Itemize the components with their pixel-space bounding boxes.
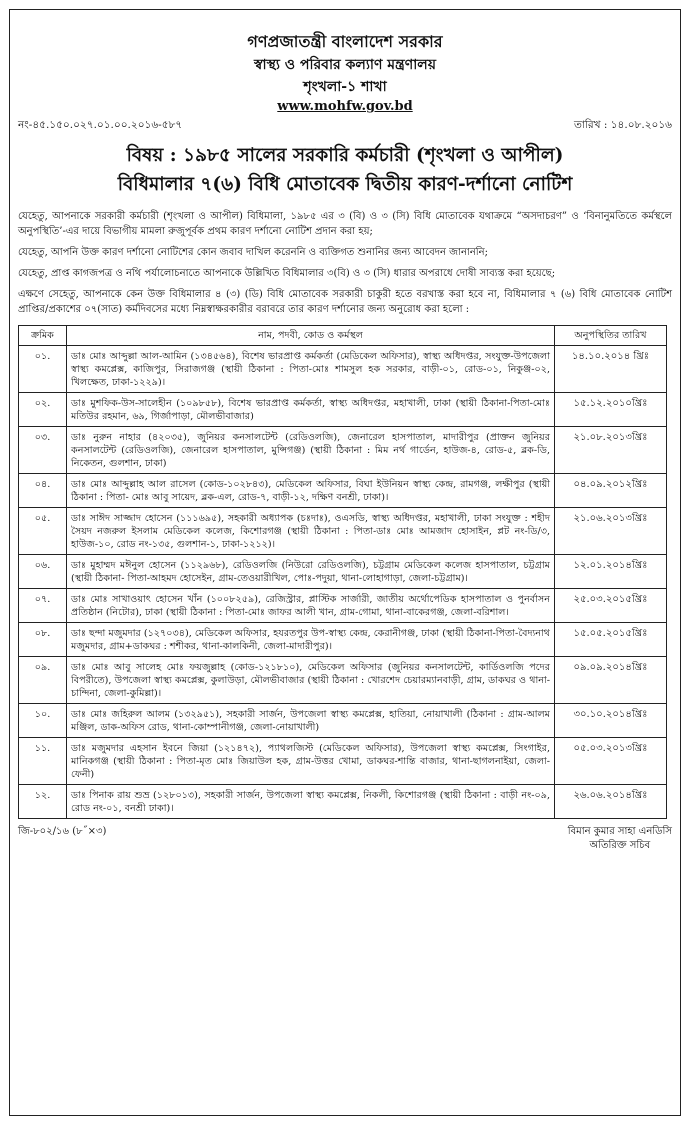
- row-absence-date: ০৪.০৯.২০১২খ্রিঃ: [555, 474, 667, 508]
- row-absence-date: ১৫.১২.২০১০খ্রিঃ: [555, 393, 667, 427]
- row-details: ডাঃ মুশফিক-উস-সালেহীন (১০৯৮৫৮), বিশেষ ভারপ্রাপ্ত কর্মকর্তা, স্বাস্থ্য অধিদপ্তর, মহাখালী, ঢাকা (স্থায়ী ঠিকানা-পিতা-মোঃ মতিউর রহমান, ৬৯, গির্জাপাড়া, মৌলভীবাজার): [67, 393, 555, 427]
- header-absence-date: অনুপস্থিতির তারিখ: [555, 326, 667, 346]
- government-name: গণপ্রজাতন্ত্রী বাংলাদেশ সরকার: [247, 32, 443, 51]
- row-details: ডাঃ মোঃ আব্দুল্লা আল-আমিন (১৩৪৫৬৪), বিশেষ ভারপ্রাপ্ত কর্মকর্তা (মেডিকেল অফিসার), স্বাস্থ্য অধিদপ্তর, সংযুক্ত-উপজেলা স্বাস্থ্য কমপ্লেক্স, কাজিপুর, সিরাজগঞ্জ (স্থায়ী ঠিকানা : পিতা-মোঃ শামসুল হক সরকার, বাড়ী-০১, রোড-০১, নিকুঞ্জ-০২, খিলক্ষেত, ঢাকা-১২২৯)।: [67, 346, 555, 393]
- table-row: [19, 508, 667, 555]
- row-absence-date: ২৬.০৬.২০১৪খ্রিঃ: [555, 785, 667, 819]
- table-row: [19, 589, 667, 623]
- row-serial: ০৫.: [19, 508, 67, 555]
- table-row: [19, 393, 667, 427]
- row-details: ডাঃ পিনাক রায় শুভ্র (১২৮০১৩), সহকারী সার্জন, উপজেলা স্বাস্থ্য কমপ্লেক্স, নিকলী, কিশোরগঞ্জ (স্থায়ী ঠিকানা : বাড়ী নং-০৯, রোড নং-০১, বনশ্রী ঢাকা)।: [67, 785, 555, 819]
- row-details: ডাঃ মোঃ জহিরুল আলম (১৩২৯৫১), সহকারী সার্জন, উপজেলা স্বাস্থ্য কমপ্লেক্স, হাতিয়া, নোয়াখালী (ঠিকানা : গ্রাম-আলম মঞ্জিল, ডাক-অফিস রোড, থানা-কোম্পানীগঞ্জ, জেলা-নোয়াখালী): [67, 704, 555, 738]
- header-details: নাম, পদবী, কোড ও কর্মস্থল: [67, 326, 555, 346]
- signatory-name: বিমান কুমার সাহা এনডিসি: [567, 826, 672, 837]
- paragraph-4: এক্ষণে সেহেতু, আপনাকে কেন উক্ত বিধিমালার ৪ (৩) (ডি) বিধি মোতাবেক সরকারী চাকুরী হতে বরখাস্ত করা হবে না, বিধিমালার ৭ (৬) বিধি মোতাবেক নোটিশ প্রাপ্তির/প্রকাশের ০৭(সাত) কর্মদিবসের মধ্যে নিম্নস্বাক্ষরকারীর বরাবরে তার কারণ দর্শানোর জন্য অনুরোধ করা হলো :: [18, 289, 672, 315]
- subject-heading: [10, 141, 680, 199]
- row-absence-date: ২১.০৬.২০১৩খ্রিঃ: [555, 508, 667, 555]
- print-code: জি-৮০২/১৬ (৮˝×৩): [18, 826, 107, 837]
- row-details: ডাঃ মজুমদার এহসান ইবনে জিয়া (১২১৪৭২), প্যাথলজিস্ট (মেডিকেল অফিসার), উপজেলা স্বাস্থ্য কমপ্লেক্স, সিংগাইর, মানিকগঞ্জ (স্থায়ী ঠিকানা : পিতা-মৃত মোঃ জিয়াউল হক, গ্রাম-উত্তর খোমা, ডাকঘর-শান্তি বাজার, থানা-ছাগলনাইয়া, জেলা-ফেনী): [67, 738, 555, 785]
- row-absence-date: ২৫.০৩.২০১৫খ্রিঃ: [555, 589, 667, 623]
- table-row: [19, 657, 667, 704]
- row-serial: ১০.: [19, 704, 67, 738]
- header-serial: ক্রমিক: [19, 326, 67, 346]
- row-details: ডাঃ মোঃ সাখাওয়াৎ হোসেন খাঁন (১০০৮২৫৯), রেজিস্ট্রার, প্লাস্টিক সার্জারী, জাতীয় অর্থোপেডিক হাসপাতাল ও পুনর্বাসন প্রতিষ্ঠান (নিটোর), ঢাকা (স্থায়ী ঠিকানা : পিতা-মোঃ জাফর আলী খান, গ্রাম-গোমা, থানা-বাকেরগঞ্জ, জেলা-বরিশাল।: [67, 589, 555, 623]
- table-row: [19, 555, 667, 589]
- footer: [10, 825, 680, 853]
- row-serial: ০১.: [19, 346, 67, 393]
- paragraph-3: যেহেতু, প্রাপ্ত কাগজপত্র ও নথি পর্যালোচনাতে আপনাকে উল্লিখিত বিধিমালার ৩(বি) ও ৩ (সি) ধারার অপরাধে দোষী সাব্যস্ত করা হয়েছে;: [18, 268, 556, 279]
- notice-page: [9, 9, 681, 1116]
- row-serial: ০৪.: [19, 474, 67, 508]
- reference-row: [10, 118, 680, 135]
- row-details: ডাঃ মোঃ আব্দুল্লাহ আল রাসেল (কোড-১০২৮৪৩), মেডিকেল অফিসার, বিঘা ইউনিয়ন স্বাস্থ্য কেন্দ্র, রামগঞ্জ, লক্ষীপুর (স্থায়ী ঠিকানা : পিতা- মোঃ আবু সায়েদ, ব্লক-এল, রোড-৭, বাড়ী-১২, দক্ষিণ বনশ্রী, ঢাকা)।: [67, 474, 555, 508]
- row-serial: ০৮.: [19, 623, 67, 657]
- memo-number: নং-৪৫.১৫০.০২৭.০১.০০.২০১৬-৫৮৭: [18, 119, 183, 131]
- row-serial: ০৭.: [19, 589, 67, 623]
- signature-block: [568, 825, 672, 853]
- subject-line-2: বিধিমালার ৭(৬) বিধি মোতাবেক দ্বিতীয় কারণ-দর্শানো নোটিশ: [117, 174, 573, 195]
- row-absence-date: ১২.০১.২০১৪খ্রিঃ: [555, 555, 667, 589]
- row-serial: ১২.: [19, 785, 67, 819]
- section-name: শৃংখলা-১ শাখা: [303, 79, 387, 95]
- row-details: ডাঃ নুরুন নাহার (৪২০৩৫), জুনিয়র কনসালটেন্ট (রেডিওলজি), জেনারেল হাসপাতাল, মাদারীপুর (প্রাক্তন জুনিয়র কনসালটেন্ট (রেডিওলজি), জেনারেল হাসপাতাল, মুন্সিগঞ্জ) (স্থায়ী ঠিকানা : মিম নর্থ গার্ডেন, হাউজ-৪, রোড-৫, ব্লক-ডি, নিকেতন, গুলশান, ঢাকা): [67, 427, 555, 474]
- row-serial: ০৯.: [19, 657, 67, 704]
- website-link[interactable]: www.mohfw.gov.bd: [277, 99, 413, 114]
- table-row: [19, 738, 667, 785]
- signatory-title: অতিরিক্ত সচিব: [589, 840, 651, 851]
- row-absence-date: ১৪.১০.২০১৪ খ্রিঃ: [555, 346, 667, 393]
- row-absence-date: ৩০.১০.২০১৪খ্রিঃ: [555, 704, 667, 738]
- row-details: ডাঃ সাঈদ সাজ্জাদ হোসেন (১১১৬৯৫), সহকারী অধ্যাপক (চঃদাঃ), ওএসডি, স্বাস্থ্য অধিদপ্তর, মহাখালী, ঢাকা সংযুক্ত : শহীদ সৈয়দ নজরুল ইসলাম মেডিকেল কলেজ, কিশোরগঞ্জ (স্থায়ী ঠিকানা : পিতা-ডাঃ মোঃ আমজাদ হোসাইন, প্লট নং-ডি/৩, হাউজ-১০, রোড নং-১৩৫, গুলশান-১, ঢাকা-১২১২)।: [67, 508, 555, 555]
- table-row: [19, 785, 667, 819]
- row-absence-date: ২১.০৮.২০১৩খ্রিঃ: [555, 427, 667, 474]
- table-row: [19, 474, 667, 508]
- paragraph-1: যেহেতু, আপনাকে সরকারী কর্মচারী (শৃংখলা ও আপীল) বিধিমালা, ১৯৮৫ এর ৩ (বি) ও ৩ (সি) বিধি মোতাবেক যথাক্রমে “অসদাচরণ” ও ‘বিনানুমতিতে কর্মস্থলে অনুপস্থিতি’-এর দায়ে বিভাগীয় মামলা রুজুপূর্বক প্রথম কারণ দর্শানো নোটিশ প্রদান করা হয়;: [18, 211, 672, 237]
- row-serial: ০২.: [19, 393, 67, 427]
- table-row: [19, 427, 667, 474]
- table-row: [19, 623, 667, 657]
- ministry-name: স্বাস্থ্য ও পরিবার কল্যাণ মন্ত্রণালয়: [254, 57, 436, 73]
- row-details: ডাঃ মোঃ আবু সালেহ মোঃ ফয়জুল্লাহ (কোড-১২১৮১০), মেডিকেল অফিসার (জুনিয়র কনসালটেন্ট, কার্ডিওলজি পদের বিপরীতে), উপজেলা স্বাস্থ্য কমপ্লেক্স, কুলাউড়া, মৌলভীবাজার (স্থায়ী ঠিকানা : খোরশেদ চেয়ারম্যানবাড়ী, গ্রাম, ডাকঘর ও থানা-চান্দিনা, জেলা-কুমিল্লা)।: [67, 657, 555, 704]
- row-serial: ০৩.: [19, 427, 67, 474]
- row-serial: ১১.: [19, 738, 67, 785]
- row-absence-date: ০৯.০৯.২০১৪খ্রিঃ: [555, 657, 667, 704]
- row-serial: ০৬.: [19, 555, 67, 589]
- memo-date: তারিখ : ১৪.০৮.২০১৬: [573, 119, 672, 131]
- table-header-row: [19, 326, 667, 346]
- row-details: ডাঃ মুহাম্মদ মঈনুল হোসেন (১১২৯৬৮), রেডিওলজি (নিউরো রেডিওলজি), চট্টগ্রাম মেডিকেল কলেজ হাসপাতাল, চট্টগ্রাম (স্থায়ী ঠিকানা- পিতা-আহমদ হোসেইন, গ্রাম-তেওয়ারীখিল, পোঃ-পদুয়া, থানা-লোহাগাড়া, জেলা-চট্টগ্রাম)।: [67, 555, 555, 589]
- row-absence-date: ১৫.০৫.২০১৫খ্রিঃ: [555, 623, 667, 657]
- letterhead: [10, 30, 680, 116]
- subject-line-1: বিষয় : ১৯৮৫ সালের সরকারি কর্মচারী (শৃংখলা ও আপীল): [126, 145, 564, 166]
- table-row: [19, 704, 667, 738]
- table-row: [19, 346, 667, 393]
- row-details: ডাঃ ছন্দা মজুমদার (১২৭০৩৪), মেডিকেল অফিসার, হযরতপুর উপ-স্বাস্থ্য কেন্দ্র, কেরানীগঞ্জ, ঢাকা (স্থায়ী ঠিকানা-পিতা-বৈদ্যনাথ মজুমদার, গ্রাম+ডাকঘর : শশীকর, থানা-কালকিনী, জেলা-মাদারীপুর)।: [67, 623, 555, 657]
- accused-list-table: [18, 325, 667, 819]
- paragraph-2: যেহেতু, আপনি উক্ত কারণ দর্শানো নোটিশের কোন জবাব দাখিল করেননি ও ব্যক্তিগত শুনানির জন্য আবেদন জানাননি;: [18, 247, 488, 258]
- row-absence-date: ০৫.০৩.২০১৩খ্রিঃ: [555, 738, 667, 785]
- table-body: [19, 346, 667, 819]
